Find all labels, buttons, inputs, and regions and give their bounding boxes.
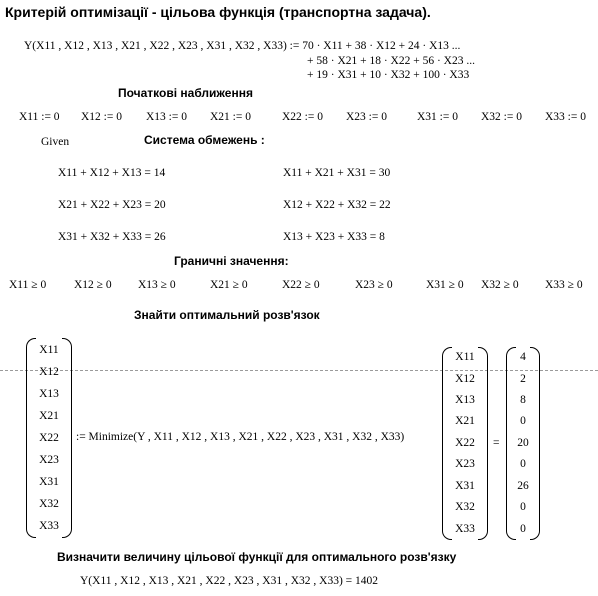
var-cell: X32	[455, 501, 475, 513]
solution-cell: 0	[520, 415, 526, 427]
objective-line-1[interactable]: Y(X11 , X12 , X13 , X21 , X22 , X23 , X31 , X32 , X33) := 70 · X11 + 38 · X12 + 24 · X13 ...	[24, 40, 461, 52]
var-cell: X21	[39, 410, 59, 422]
var-cell: X12	[455, 373, 475, 385]
var-cell: X31	[455, 480, 475, 492]
var-cell: X11	[39, 344, 59, 356]
solution-cell: 0	[520, 523, 526, 535]
bound-x33[interactable]: X33 ≥ 0	[545, 279, 583, 291]
solution-cell: 20	[517, 437, 529, 449]
objective-line-2[interactable]: + 58 · X21 + 18 · X22 + 56 · X23 ...	[307, 55, 475, 67]
init-x21[interactable]: X21 := 0	[210, 111, 251, 123]
result-expression[interactable]: Y(X11 , X12 , X13 , X21 , X22 , X23 , X31 , X32 , X33) = 1402	[80, 575, 379, 587]
var-cell: X33	[39, 520, 59, 532]
solution-cell: 26	[517, 480, 529, 492]
init-x32[interactable]: X32 := 0	[481, 111, 522, 123]
bound-x11[interactable]: X11 ≥ 0	[9, 279, 47, 291]
var-cell: X31	[39, 476, 59, 488]
init-x31[interactable]: X31 := 0	[417, 111, 458, 123]
var-cell: X11	[455, 351, 475, 363]
solution-vector[interactable]	[506, 347, 540, 540]
constraint-row-1[interactable]: X11 + X12 + X13 = 14	[58, 167, 166, 179]
solve-heading: Знайти оптимальний розв'язок	[134, 308, 320, 322]
solution-cell: 2	[520, 373, 526, 385]
minimize-expression[interactable]: := Minimize(Y , X11 , X12 , X13 , X21 , X22 , X23 , X31 , X32 , X33)	[76, 431, 405, 443]
result-variables-vector[interactable]	[442, 347, 488, 540]
initial-heading: Початкові наближення	[118, 86, 253, 100]
init-x22[interactable]: X22 := 0	[282, 111, 323, 123]
constraint-col-1[interactable]: X11 + X21 + X31 = 30	[283, 167, 391, 179]
constraint-col-3[interactable]: X13 + X23 + X33 = 8	[283, 231, 385, 243]
bound-x23[interactable]: X23 ≥ 0	[355, 279, 393, 291]
var-cell: X23	[39, 454, 59, 466]
init-x23[interactable]: X23 := 0	[346, 111, 387, 123]
bound-x13[interactable]: X13 ≥ 0	[138, 279, 176, 291]
var-cell: X22	[39, 432, 59, 444]
var-cell: X23	[455, 458, 475, 470]
bounds-heading: Граничні значення:	[174, 254, 289, 268]
var-cell: X13	[455, 394, 475, 406]
init-x33[interactable]: X33 := 0	[545, 111, 586, 123]
constraint-col-2[interactable]: X12 + X22 + X32 = 22	[283, 199, 391, 211]
bound-x32[interactable]: X32 ≥ 0	[481, 279, 519, 291]
solution-cell: 0	[520, 501, 526, 513]
objective-line-3[interactable]: + 19 · X31 + 10 · X32 + 100 · X33	[307, 69, 470, 81]
var-cell: X33	[455, 523, 475, 535]
constraint-row-2[interactable]: X21 + X22 + X23 = 20	[58, 199, 166, 211]
bound-x12[interactable]: X12 ≥ 0	[74, 279, 112, 291]
solution-cell: 4	[520, 351, 526, 363]
constraint-row-3[interactable]: X31 + X32 + X33 = 26	[58, 231, 166, 243]
var-cell: X12	[39, 366, 59, 378]
bound-x21[interactable]: X21 ≥ 0	[210, 279, 248, 291]
init-x13[interactable]: X13 := 0	[146, 111, 187, 123]
page-title: Критерій оптимізації - цільова функція (транспортна задача).	[5, 4, 431, 20]
given-label: Given	[41, 136, 70, 148]
solution-cell: 0	[520, 458, 526, 470]
equals-sign: =	[493, 437, 500, 449]
init-x12[interactable]: X12 := 0	[81, 111, 122, 123]
var-cell: X21	[455, 415, 475, 427]
bound-x31[interactable]: X31 ≥ 0	[426, 279, 464, 291]
solution-cell: 8	[520, 394, 526, 406]
constraints-heading: Система обмежень :	[144, 133, 265, 147]
var-cell: X32	[39, 498, 59, 510]
variables-vector[interactable]	[26, 338, 72, 538]
init-x11[interactable]: X11 := 0	[19, 111, 60, 123]
var-cell: X22	[455, 437, 475, 449]
var-cell: X13	[39, 388, 59, 400]
result-heading: Визначити величину цільової функції для оптимального розв'язку	[57, 550, 457, 564]
bound-x22[interactable]: X22 ≥ 0	[282, 279, 320, 291]
